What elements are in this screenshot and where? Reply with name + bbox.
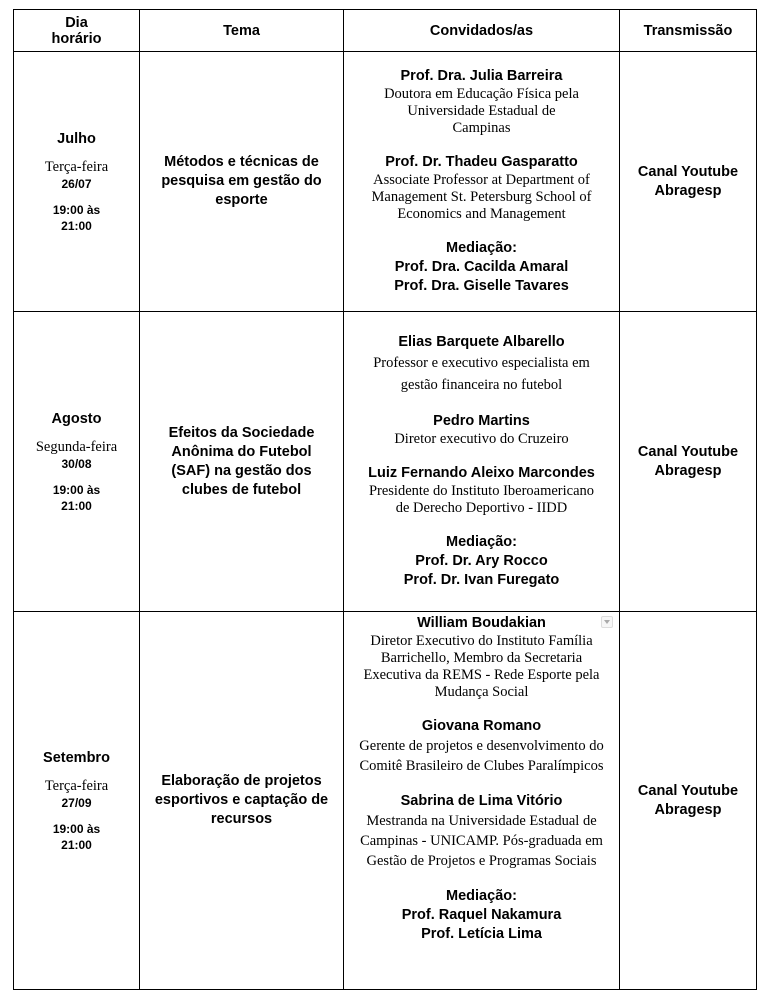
header-dia-horario: Dia horário [14,10,140,52]
mediacao-label: Mediação: [446,534,517,550]
transmissao-cell [620,312,757,612]
guest-desc: Diretor Executivo do Instituto Família Barrichello, Membro da Secretaria Executiva da REMS - Rede Esporte pela Mudança Social [363,633,600,700]
tema-text: Efeitos da Sociedade Anônima do Futebol (SAF) na gestão dos clubes de futebol [168,424,315,498]
mediator-name: Prof. Dra. Cacilda Amaral [394,259,569,275]
mediacao-label: Mediação: [446,240,517,256]
guest-desc: Gerente de projetos e desenvolvimento do Comitê Brasileiro de Clubes Paralímpicos [359,738,604,774]
guest-name: Luiz Fernando Aleixo Marcondes [368,465,595,481]
mediator-name: Prof. Dr. Ivan Furegato [403,572,560,588]
header-convidados: Convidados/as [344,10,620,52]
tema-cell [140,52,344,312]
time-end: 21:00 [61,498,92,513]
guest-name: Prof. Dr. Thadeu Gasparatto [385,154,578,170]
guest-desc: Associate Professor at Department of Management St. Petersburg School of Economics and Management [371,172,592,222]
header-transmissao: Transmissão [620,10,757,52]
guests-cell [344,312,620,612]
header-row [14,10,757,52]
guest-desc: Diretor executivo do Cruzeiro [394,431,569,447]
date-label: 30/08 [61,456,92,471]
transmissao-cell [620,52,757,312]
mediator-name: Prof. Raquel Nakamura [401,907,562,923]
date-label: 27/09 [61,795,92,810]
transmissao-text: Canal Youtube Abragesp [637,782,739,818]
time-start: 19:00 às [52,202,101,217]
month-label: Julho [57,130,96,147]
mediator-name: Prof. Letícia Lima [421,926,542,942]
guest-name: Pedro Martins [433,413,530,429]
tema-cell [140,612,344,990]
weekday-label: Segunda-feira [35,438,118,455]
time-end: 21:00 [61,837,92,852]
guest-name: Sabrina de Lima Vitório [400,793,563,809]
mediacao-label: Mediação: [446,888,517,904]
date-cell [14,612,140,990]
transmissao-text: Canal Youtube Abragesp [637,443,739,479]
table-row [14,312,757,612]
tema-text: Elaboração de projetos esportivos e captação de recursos [154,773,329,827]
guest-name: Giovana Romano [421,718,542,734]
time-end: 21:00 [61,218,92,233]
guest-desc: Presidente do Instituto Iberoamericano de Derecho Deportivo - IIDD [368,483,595,516]
tema-text: Métodos e técnicas de pesquisa em gestão do esporte [161,154,322,208]
header-tema: Tema [140,10,344,52]
date-cell [14,312,140,612]
guest-desc: Mestranda na Universidade Estadual de Campinas - UNICAMP. Pós-graduada em Gestão de Projetos e Programas Sociais [360,813,603,869]
guests-cell [344,612,620,990]
dropdown-arrow-icon[interactable] [601,616,613,628]
transmissao-cell [620,612,757,990]
month-label: Agosto [51,410,102,427]
guest-name: William Boudakian [417,615,546,631]
guest-desc: Professor e executivo especialista em gestão financeira no futebol [373,355,590,393]
date-label: 26/07 [61,176,92,191]
guest-desc: Doutora em Educação Física pela Universidade Estadual de Campinas [384,86,579,136]
date-cell [14,52,140,312]
guest-name: Elias Barquete Albarello [398,334,565,350]
weekday-label: Terça-feira [44,777,109,794]
guests-cell [344,52,620,312]
mediator-name: Prof. Dra. Giselle Tavares [394,278,569,294]
guest-name: Prof. Dra. Julia Barreira [400,68,563,84]
table-row [14,612,757,990]
time-start: 19:00 às [52,821,101,836]
transmissao-text: Canal Youtube Abragesp [637,163,739,199]
table-row [14,52,757,312]
tema-cell [140,312,344,612]
schedule-table [13,9,757,990]
mediator-name: Prof. Dr. Ary Rocco [415,553,548,569]
month-label: Setembro [43,749,110,766]
time-start: 19:00 às [52,482,101,497]
weekday-label: Terça-feira [44,158,109,175]
